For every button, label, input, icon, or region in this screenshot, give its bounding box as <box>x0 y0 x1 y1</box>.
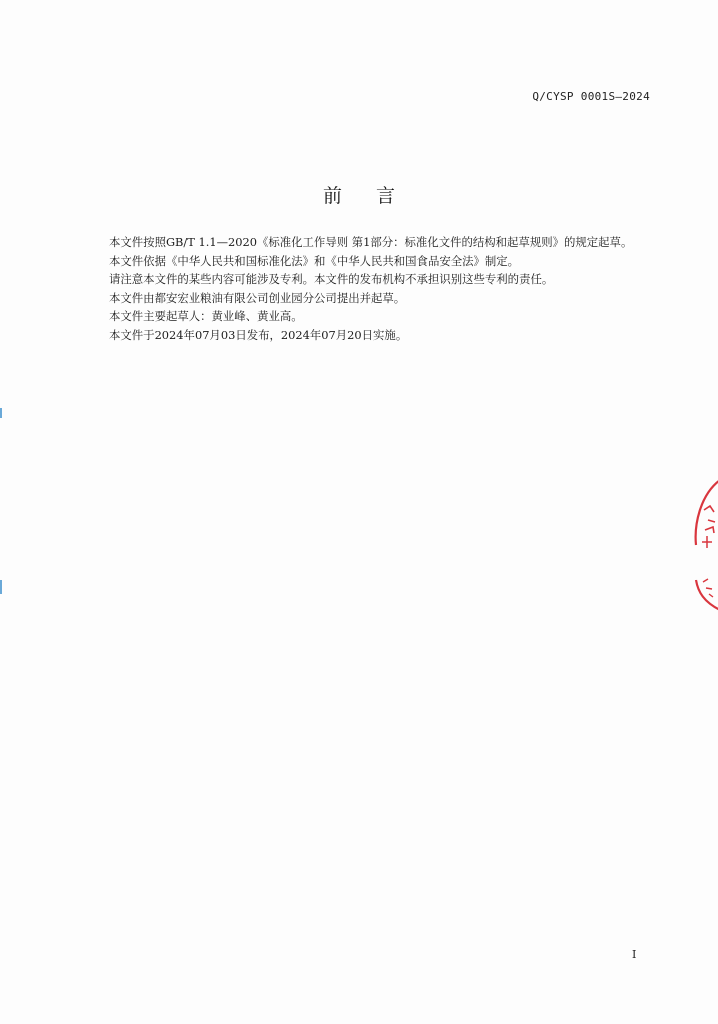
document-body <box>86 233 662 344</box>
page-title: 前言 <box>322 184 429 207</box>
scan-edge-mark <box>0 580 2 594</box>
paragraph-patent-notice: 请注意本文件的某些内容可能涉及专利。本文件的发布机构不承担识别这些专利的责任。 <box>109 272 554 286</box>
paragraph-proposer: 本文件由都安宏业粮油有限公司创业园分公司提出并起草。 <box>109 290 406 305</box>
scan-edge-mark <box>0 408 2 418</box>
paragraph-dates: 本文件于2024年07月03日发布，2024年07月20日实施。 <box>109 327 408 342</box>
paragraph-legal-basis: 本文件依据《中华人民共和国标准化法》和《中华人民共和国食品安全法》制定。 <box>109 253 520 268</box>
page-number: I <box>632 948 637 961</box>
document-code: Q/CYSP 0001S—2024 <box>532 90 650 103</box>
company-seal-fragment <box>690 470 718 620</box>
paragraph-standard-basis: 本文件按照GB/T 1.1—2020《标准化工作导则 第1部分：标准化文件的结构和起草规则》的规定起草。 <box>109 235 633 249</box>
paragraph-drafters: 本文件主要起草人：黄业峰、黄业高。 <box>109 309 303 323</box>
